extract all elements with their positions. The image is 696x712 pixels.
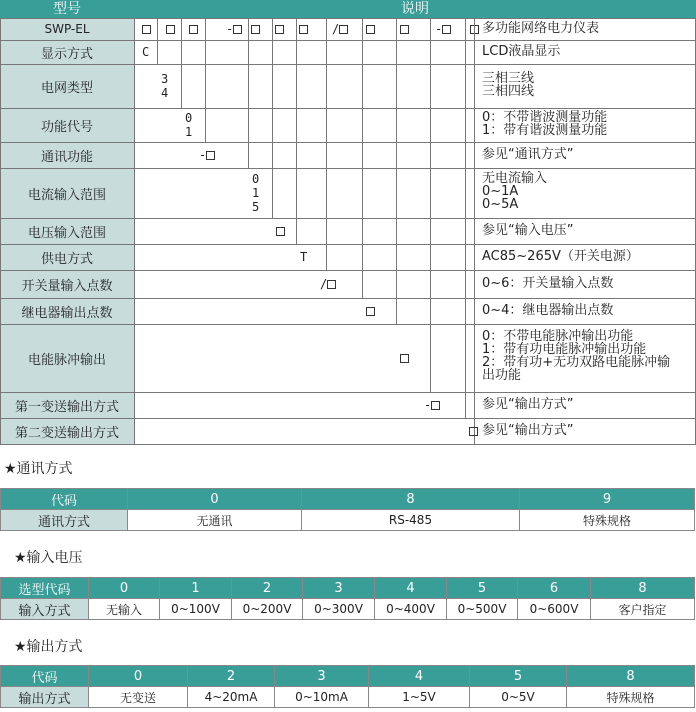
row-desc: 参见“输入电压” <box>482 223 574 238</box>
row-desc: LCD液晶显示 <box>482 44 561 59</box>
row-desc: 出功能 <box>482 368 522 383</box>
value-cell: 0~200V <box>232 599 303 620</box>
comm-section-title: ★通讯方式 <box>4 461 73 477</box>
value-cell: 输出方式 <box>1 687 89 708</box>
header-cell: 选型代码 <box>1 578 89 599</box>
row-label: 功能代号 <box>0 108 134 142</box>
row-desc: 0~4：继电器输出点数 <box>482 303 614 318</box>
row-desc: AC85~265V（开关电源） <box>482 249 639 264</box>
row-code: 0 <box>185 111 193 125</box>
row-desc: 无电流输入 <box>482 171 548 186</box>
value-cell: 4~20mA <box>188 687 275 708</box>
row-code: 0 <box>252 172 260 186</box>
code-slot: / <box>332 22 348 36</box>
code-slot <box>366 22 375 36</box>
header-cell: 8 <box>591 578 695 599</box>
row-label: 电能脉冲输出 <box>0 324 134 392</box>
header-cell: 1 <box>160 578 232 599</box>
value-cell: 无变送 <box>89 687 188 708</box>
value-cell: RS-485 <box>302 510 520 531</box>
row-desc: 0：不带谐波测量功能 <box>482 110 608 125</box>
code-slot <box>251 22 260 36</box>
code-slot <box>142 22 151 36</box>
row-code: 4 <box>161 86 169 100</box>
row-desc: 三相四线 <box>482 84 535 99</box>
value-cell: 客户指定 <box>591 599 695 620</box>
value-cell: 特殊规格 <box>567 687 695 708</box>
row-desc: 1：带有功电能脉冲输出功能 <box>482 342 647 357</box>
header-cell: 代码 <box>1 489 128 510</box>
code-slot: - <box>226 22 242 36</box>
row-code: 3 <box>161 72 169 86</box>
row-label: 电网类型 <box>0 64 134 108</box>
row-label: 第一变送输出方式 <box>0 392 134 418</box>
row-code <box>276 224 285 238</box>
model-header: 型号 <box>0 0 134 18</box>
row-code: 1 <box>185 125 193 139</box>
row-desc: 0~1A <box>482 184 519 199</box>
row-desc: 0：不带电能脉冲输出功能 <box>482 329 634 344</box>
header-cell: 6 <box>518 578 591 599</box>
header-cell: 5 <box>447 578 518 599</box>
row-desc: 参见“输出方式” <box>482 423 574 438</box>
row-label: 开关量输入点数 <box>0 270 134 298</box>
value-cell: 通讯方式 <box>1 510 128 531</box>
row-label: 显示方式 <box>0 40 134 64</box>
code-slot <box>189 22 198 36</box>
header-cell: 0 <box>128 489 302 510</box>
row-code: - <box>199 148 215 162</box>
comm-table <box>0 488 695 531</box>
voltage-section-title: ★输入电压 <box>14 550 83 566</box>
row-desc: 1：带有谐波测量功能 <box>482 123 608 138</box>
value-cell: 0~10mA <box>275 687 369 708</box>
row-label: 供电方式 <box>0 244 134 270</box>
row-code <box>469 424 478 438</box>
output-section-title: ★输出方式 <box>14 639 83 655</box>
value-cell: 0~500V <box>447 599 518 620</box>
row-label: 继电器输出点数 <box>0 298 134 324</box>
value-cell: 输入方式 <box>1 599 89 620</box>
header-cell: 8 <box>567 666 695 687</box>
desc-header: 说明 <box>134 0 696 18</box>
row-desc: 参见“通讯方式” <box>482 147 574 162</box>
row-label: 电压输入范围 <box>0 218 134 244</box>
value-cell: 0~400V <box>375 599 447 620</box>
header-cell: 3 <box>303 578 375 599</box>
code-slot <box>275 22 284 36</box>
code-slot <box>299 22 308 36</box>
header-cell: 4 <box>369 666 470 687</box>
row-label: 第二变送输出方式 <box>0 418 134 444</box>
voltage-table <box>0 577 695 620</box>
value-cell: 无输入 <box>89 599 160 620</box>
header-cell: 3 <box>275 666 369 687</box>
row-label: 通讯功能 <box>0 142 134 168</box>
code-slot <box>166 22 175 36</box>
row-code: C <box>142 45 150 59</box>
row-code: - <box>424 398 440 412</box>
value-cell: 0~100V <box>160 599 232 620</box>
row-code: T <box>300 250 308 264</box>
model-row-label: SWP-EL <box>0 18 134 40</box>
value-cell: 0~600V <box>518 599 591 620</box>
row-desc: 参见“输出方式” <box>482 397 574 412</box>
value-cell: 特殊规格 <box>520 510 695 531</box>
header-cell: 5 <box>470 666 567 687</box>
value-cell: 无通讯 <box>128 510 302 531</box>
header-cell: 代码 <box>1 666 89 687</box>
header-cell: 9 <box>520 489 695 510</box>
code-slot: - <box>435 22 451 36</box>
header-cell: 8 <box>302 489 520 510</box>
row-code: 1 <box>252 186 260 200</box>
row-code: / <box>320 277 336 291</box>
row-code <box>400 351 409 365</box>
value-cell: 1~5V <box>369 687 470 708</box>
value-cell: 0~5V <box>470 687 567 708</box>
header-cell: 2 <box>188 666 275 687</box>
output-table <box>0 665 695 708</box>
row-desc: 三相三线 <box>482 71 535 86</box>
model-row-desc: 多功能网络电力仪表 <box>482 21 600 36</box>
header-cell: 0 <box>89 578 160 599</box>
header-cell: 0 <box>89 666 188 687</box>
value-cell: 0~300V <box>303 599 375 620</box>
row-desc: 0~5A <box>482 197 519 212</box>
row-label: 电流输入范围 <box>0 168 134 218</box>
code-slot <box>400 22 409 36</box>
header-cell: 4 <box>375 578 447 599</box>
row-desc: 2：带有功+无功双路电能脉冲输 <box>482 355 671 370</box>
row-desc: 0~6：开关量输入点数 <box>482 276 614 291</box>
header-cell: 2 <box>232 578 303 599</box>
row-code <box>366 304 375 318</box>
row-code: 5 <box>252 200 260 214</box>
